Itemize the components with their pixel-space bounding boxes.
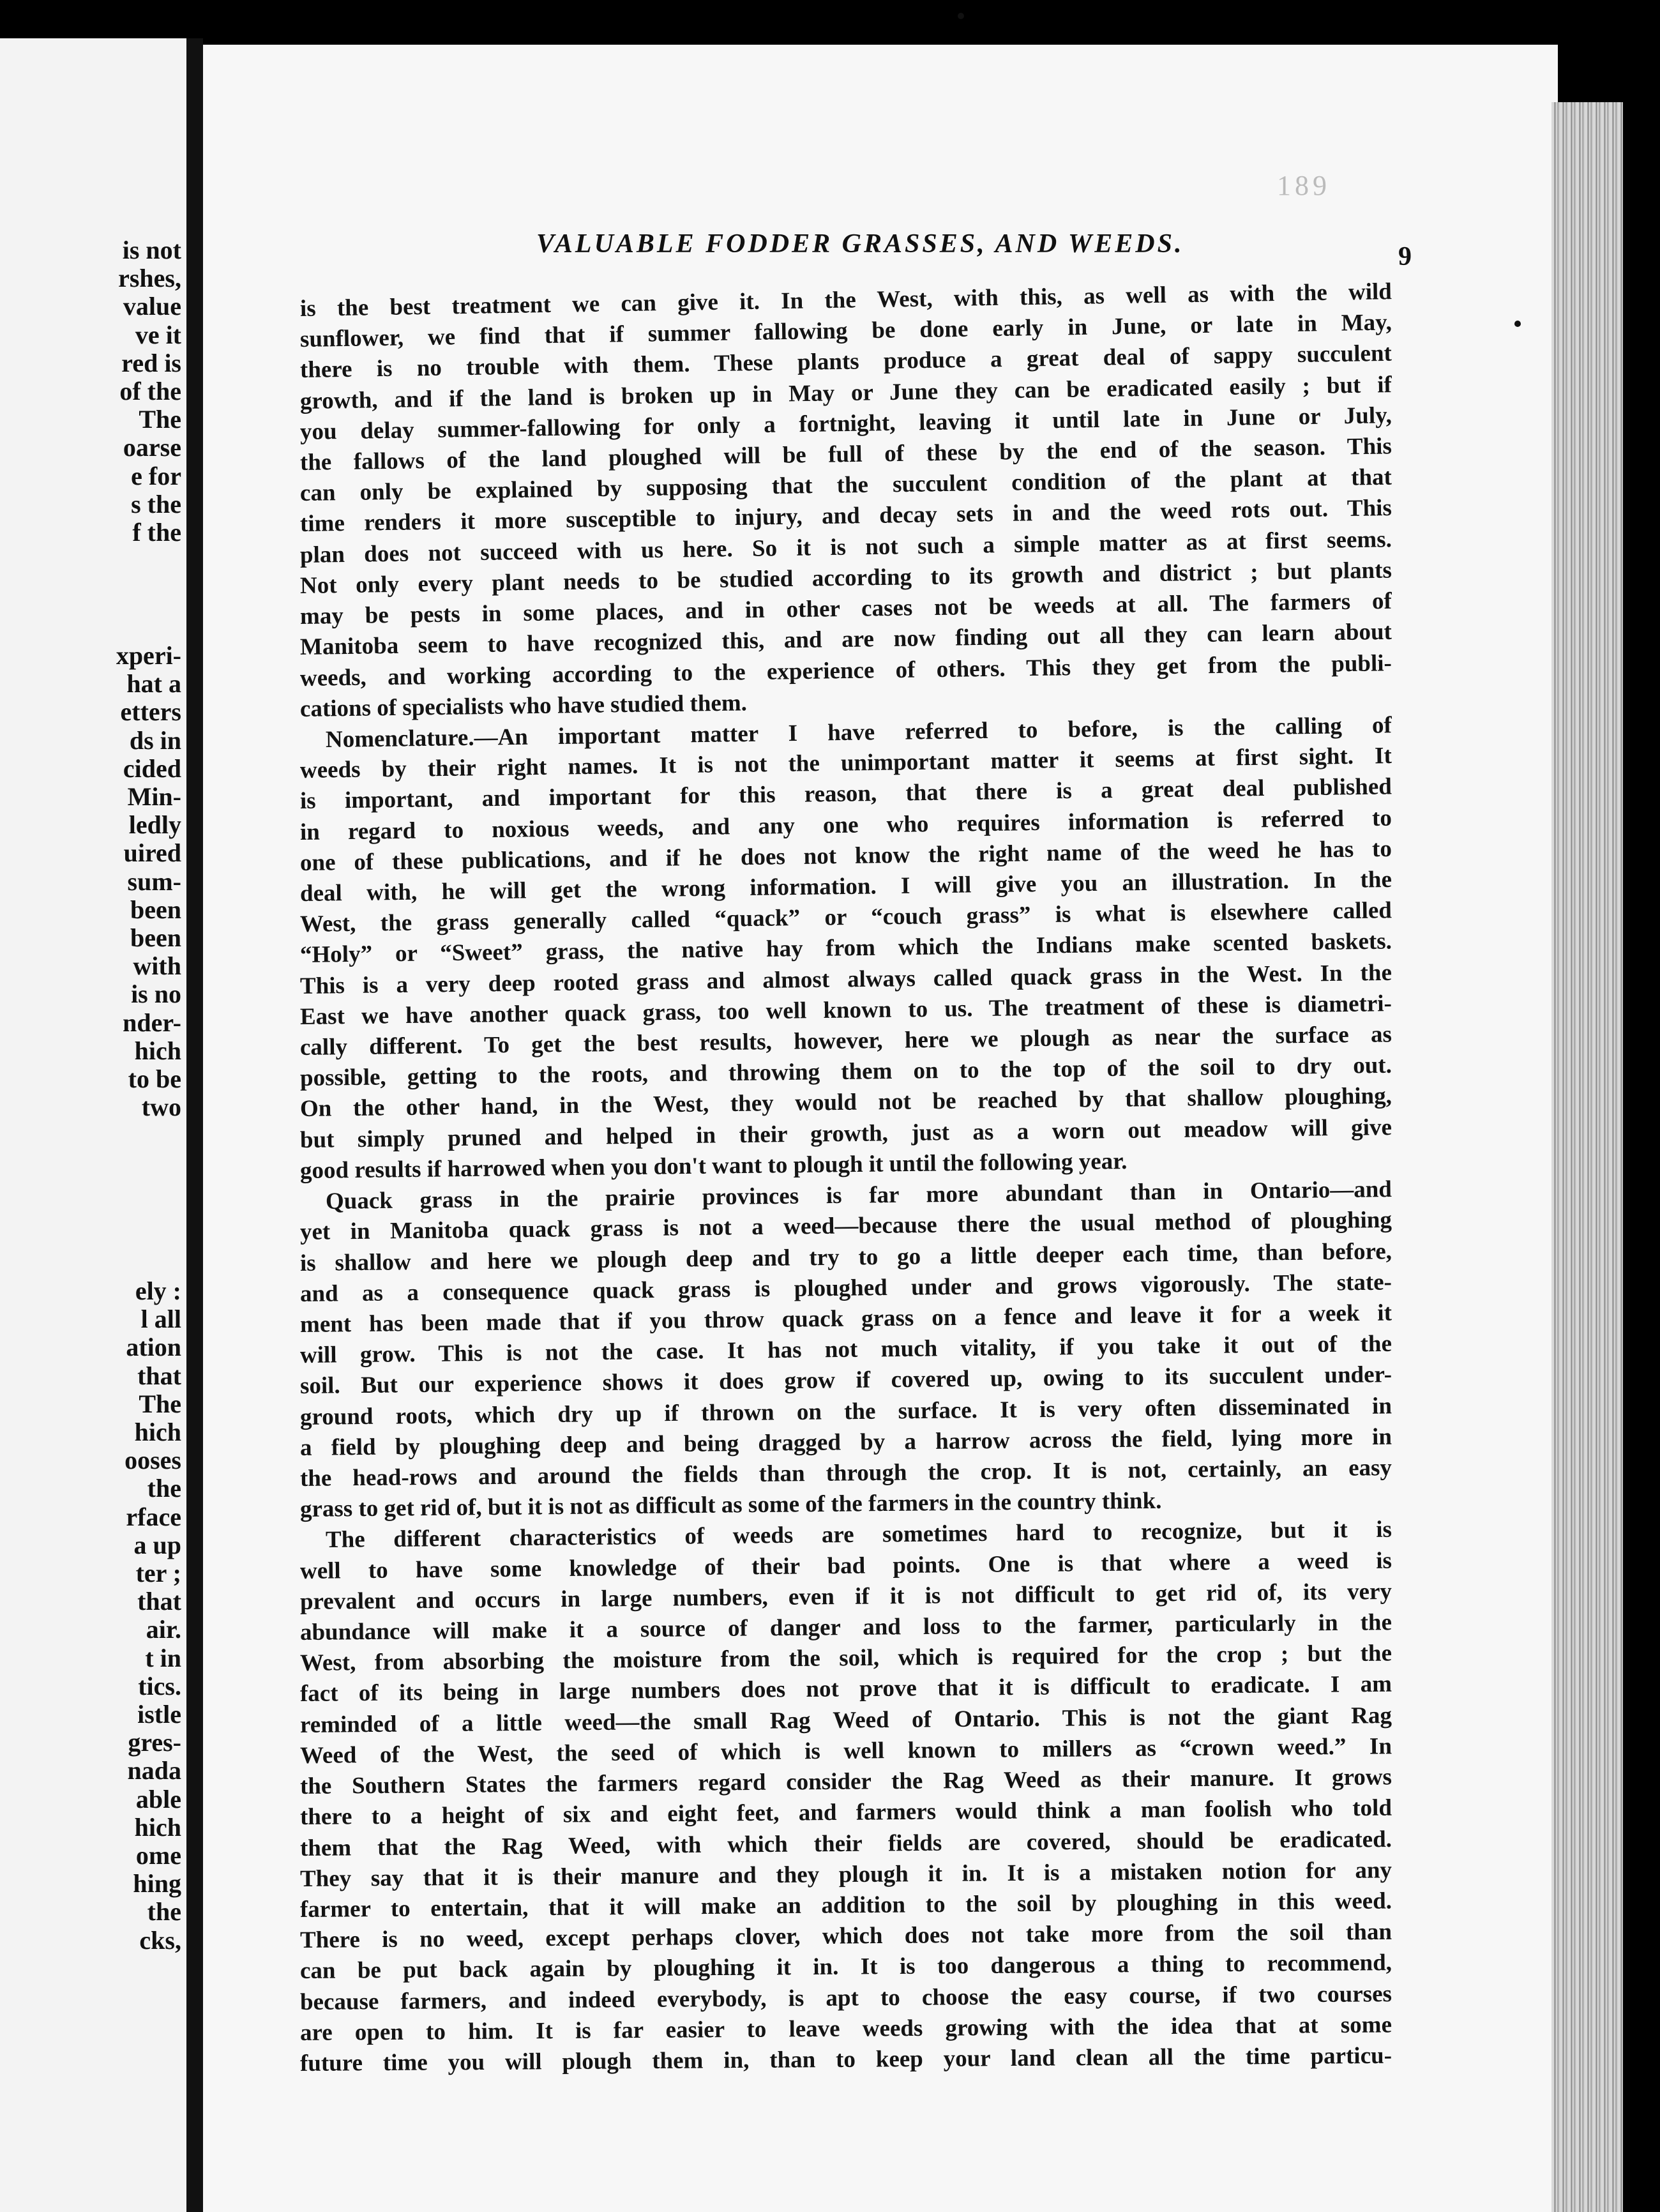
page-edges bbox=[1551, 102, 1623, 2212]
body-text-line: On the other hand, in the West, they would not be reached by that shallow ploughing, bbox=[299, 1082, 1392, 1122]
left-page-line: nada bbox=[127, 1756, 181, 1785]
left-page-line: been bbox=[130, 923, 181, 952]
body-text-line: future time you will plough them in, than to keep your land clean all the time particu- bbox=[299, 2042, 1392, 2077]
body-text-line: a field by ploughing deep and being dragged by a harrow across the field, lying more in bbox=[299, 1423, 1392, 1461]
body-text-line: because farmers, and indeed everybody, is apt to choose the easy course, if two courses bbox=[299, 1981, 1392, 2015]
body-text-line: Not only every plant needs to be studied according to its growth and district ; but plants bbox=[299, 557, 1392, 599]
left-page-line: with bbox=[133, 951, 181, 981]
left-page-line: that bbox=[137, 1587, 181, 1616]
left-page-line: ooses bbox=[124, 1446, 181, 1475]
body-text-line: them that the Rag Weed, with which their fields are covered, should be eradicated. bbox=[299, 1826, 1392, 1861]
left-page-line: is not bbox=[122, 236, 181, 264]
scan-speck bbox=[958, 13, 964, 19]
body-text-line: deal with, he will get the wrong information. I will give you an illustration. In the bbox=[299, 866, 1392, 907]
left-page-line: ve it bbox=[135, 320, 181, 349]
left-page-line: xperi- bbox=[116, 641, 181, 670]
left-page-line: uired bbox=[123, 838, 181, 868]
left-page-line: two bbox=[141, 1093, 181, 1122]
body-text-line: can be put back again by ploughing it in. It is too dangerous a thing to recommend, bbox=[299, 1950, 1392, 1984]
body-text-line: plan does not succeed with us here. So it is not such a simple matter as at first seems. bbox=[299, 526, 1392, 568]
body-text-line: prevalent and occurs in large numbers, even if it is not difficult to get rid of, its very bbox=[299, 1578, 1392, 1615]
left-page-line: hich bbox=[134, 1418, 181, 1446]
body-text-line: well to have some knowledge of their bad points. One is that where a weed is bbox=[299, 1547, 1392, 1584]
left-page-line: of the bbox=[119, 377, 181, 405]
body-text-line: They say that it is their manure and they plough it in. It is a mistaken notion for any bbox=[299, 1857, 1392, 1892]
left-page-line: the bbox=[147, 1474, 181, 1503]
left-page-line: gres- bbox=[128, 1728, 181, 1757]
left-page-line: air. bbox=[146, 1615, 181, 1644]
left-page-line: ledly bbox=[128, 810, 181, 840]
left-page-line: red is bbox=[121, 348, 181, 377]
left-page-line: istle bbox=[137, 1700, 181, 1729]
page-number: 9 bbox=[1398, 242, 1412, 271]
body-text-line: sunflower, we find that if summer fallowing be done early in June, or late in May, bbox=[299, 309, 1392, 352]
body-text-line: yet in Manitoba quack grass is not a weed—because there the usual method of ploughing bbox=[299, 1206, 1392, 1245]
body-text-line: the Southern States the farmers regard consider the Rag Weed as their manure. It grows bbox=[299, 1764, 1392, 1799]
body-text-line: abundance will make it a source of danger and loss to the farmer, particularly in the bbox=[299, 1609, 1392, 1646]
body-text-line: you delay summer-fallowing for only a fortnight, leaving it until late in June or July, bbox=[299, 402, 1392, 445]
left-page-line: s the bbox=[131, 489, 181, 519]
body-text-line: there is no trouble with them. These plants produce a great deal of sappy succulent bbox=[299, 340, 1392, 383]
left-page-line: The bbox=[139, 1389, 181, 1418]
left-page-line: to be bbox=[128, 1064, 181, 1093]
body-text-line: are open to him. It is far easier to leave weeds growing with the idea that at some bbox=[299, 2011, 1392, 2046]
left-page-line: nder- bbox=[123, 1008, 181, 1037]
body-text-line: good results if harrowed when you don't want to plough it until the following year. bbox=[299, 1148, 1128, 1184]
left-page-line: oarse bbox=[123, 433, 181, 462]
left-page-line: value bbox=[123, 292, 181, 321]
left-page-line: Min- bbox=[127, 782, 181, 811]
left-page-line: rshes, bbox=[118, 264, 181, 293]
body-text-line: soil. But our experience shows it does grow if covered up, owing to its succulent under- bbox=[299, 1361, 1392, 1399]
left-page-line: ds in bbox=[129, 725, 181, 755]
left-page-line: hat a bbox=[126, 669, 181, 699]
margin-dot bbox=[1514, 321, 1521, 327]
body-text-line: cations of specialists who have studied them. bbox=[299, 690, 748, 722]
body-text-line: may be pests in some places, and in other cases not be weeds at all. The farmers of bbox=[299, 587, 1392, 630]
left-page-line: ome bbox=[135, 1841, 181, 1870]
left-page-line: is no bbox=[131, 980, 181, 1009]
body-text-line: Weed of the West, the seed of which is well known to millers as “crown weed.” In bbox=[299, 1733, 1392, 1769]
body-text-line: West, from absorbing the moisture from the soil, which is required for the crop ; but the bbox=[299, 1640, 1392, 1676]
left-page-line: t in bbox=[145, 1643, 181, 1672]
body-text-line: is important, and important for this reason, that there is a great deal published bbox=[299, 773, 1392, 814]
left-page-line: etters bbox=[120, 697, 181, 727]
body-text-line: will grow. This is not the case. It has not much vitality, if you take it out of the bbox=[299, 1330, 1392, 1368]
left-page-line: rface bbox=[126, 1502, 181, 1531]
left-page-line: the bbox=[147, 1897, 181, 1927]
body-text-line: cally different. To get the best results, however, here we plough as near the surface as bbox=[299, 1021, 1392, 1061]
left-page-line: e for bbox=[131, 461, 181, 490]
body-text-line: East we have another quack grass, too well known to us. The treatment of these is diametri- bbox=[299, 990, 1392, 1030]
left-page-line: that bbox=[137, 1361, 181, 1390]
body-text-line: reminded of a little weed—the small Rag Weed of Ontario. This is not the giant Rag bbox=[299, 1702, 1392, 1738]
body-text-line: ground roots, which dry up if thrown on the surface. It is very often disseminated in bbox=[299, 1393, 1392, 1430]
body-text-line: weeds, and working according to the experience of others. This they get from the publi- bbox=[299, 650, 1392, 692]
page-stamp: 189 bbox=[1277, 170, 1331, 201]
left-page-line: ter ; bbox=[135, 1559, 181, 1587]
body-text-line: There is no weed, except perhaps clover, which does not take more from the soil than bbox=[299, 1918, 1392, 1953]
left-page-line: The bbox=[139, 405, 181, 434]
left-page-line: been bbox=[130, 895, 181, 924]
body-text-line: fact of its being in large numbers does not prove that it is difficult to eradicate. I am bbox=[299, 1670, 1392, 1707]
body-text-line: is the best treatment we can give it. In the West, with this, as well as with the wild bbox=[299, 278, 1392, 322]
body-text-line: farmer to entertain, that it will make an addition to the soil by ploughing in this weed. bbox=[299, 1888, 1392, 1923]
left-page-line: sum- bbox=[127, 867, 181, 896]
running-head: VALUABLE FODDER GRASSES, AND WEEDS. bbox=[536, 229, 1184, 259]
body-text-line: weeds by their right names. It is not the unimportant matter it seems at first sight. It bbox=[299, 743, 1392, 784]
body-text-line: ment has been made that if you throw quack grass on a fence and leave it for a week it bbox=[299, 1299, 1392, 1338]
body-text-line: time renders it more susceptible to injury, and decay sets in and the weed rots out. This bbox=[299, 494, 1392, 537]
left-page-line: hich bbox=[134, 1036, 181, 1065]
body-text-line: This is a very deep rooted grass and almost always called quack grass in the West. In the bbox=[299, 959, 1392, 999]
body-text-line: Nomenclature.—An important matter I have referred to before, is the calling of bbox=[325, 712, 1392, 753]
body-text-line: the head-rows and around the fields than through the crop. It is not, certainly, an easy bbox=[299, 1454, 1392, 1492]
body-text-line: in regard to noxious weeds, and any one who requires information is referred to bbox=[299, 805, 1392, 845]
body-text-line: The different characteristics of weeds are sometimes hard to recognize, but it is bbox=[325, 1516, 1392, 1553]
body-text-line: West, the grass generally called “quack” or “couch grass” is what is elsewhere called bbox=[299, 897, 1392, 937]
body-text-line: Manitoba seem to have recognized this, and are now finding out all they can learn about bbox=[299, 618, 1392, 660]
body-text-line: grass to get rid of, but it is not as difficult as some of the farmers in the country think. bbox=[299, 1487, 1162, 1522]
left-page-line: ely : bbox=[135, 1276, 181, 1305]
body-text-line: possible, getting to the roots, and throwing them on to the top of the soil to dry out. bbox=[299, 1052, 1392, 1091]
body-text-line: growth, and if the land is broken up in May or June they can be eradicated easily ; but if bbox=[299, 372, 1392, 414]
body-text-line: Quack grass in the prairie provinces is far more abundant than in Ontario—and bbox=[325, 1176, 1392, 1215]
left-page-line: tics. bbox=[138, 1671, 181, 1701]
body-text-line: but simply pruned and helped in their growth, just as a worn out meadow will give bbox=[299, 1114, 1392, 1153]
left-page-line: hich bbox=[134, 1812, 181, 1842]
left-page-line: cks, bbox=[139, 1925, 181, 1955]
left-page-line: cided bbox=[123, 754, 181, 783]
left-page-fragment bbox=[0, 38, 186, 2212]
left-page-line: able bbox=[135, 1784, 181, 1814]
left-page-line: a up bbox=[133, 1530, 181, 1559]
left-page-line: ation bbox=[126, 1333, 181, 1362]
body-text-line: the fallows of the land ploughed will be full of these by the end of the season. This bbox=[299, 433, 1392, 476]
page-gutter bbox=[186, 38, 203, 2212]
left-page-line: l all bbox=[140, 1305, 181, 1334]
body-text-line: “Holy” or “Sweet” grass, the native hay from which the Indians make scented baskets. bbox=[299, 928, 1392, 968]
body-text-line: can only be explained by supposing that the succulent condition of the plant at that bbox=[299, 464, 1392, 506]
body-text-line: is shallow and here we plough deep and try to go a little deeper each time, than before, bbox=[299, 1238, 1392, 1276]
body-text-line: one of these publications, and if he does not know the right name of the weed he has to bbox=[299, 835, 1392, 876]
left-page-line: f the bbox=[132, 518, 181, 547]
body-text-line: and as a consequence quack grass is ploughed under and grows vigorously. The state- bbox=[299, 1269, 1392, 1307]
body-text-line: there to a height of six and eight feet, and farmers would think a man foolish who told bbox=[299, 1794, 1392, 1830]
left-page-line: hing bbox=[133, 1869, 181, 1898]
